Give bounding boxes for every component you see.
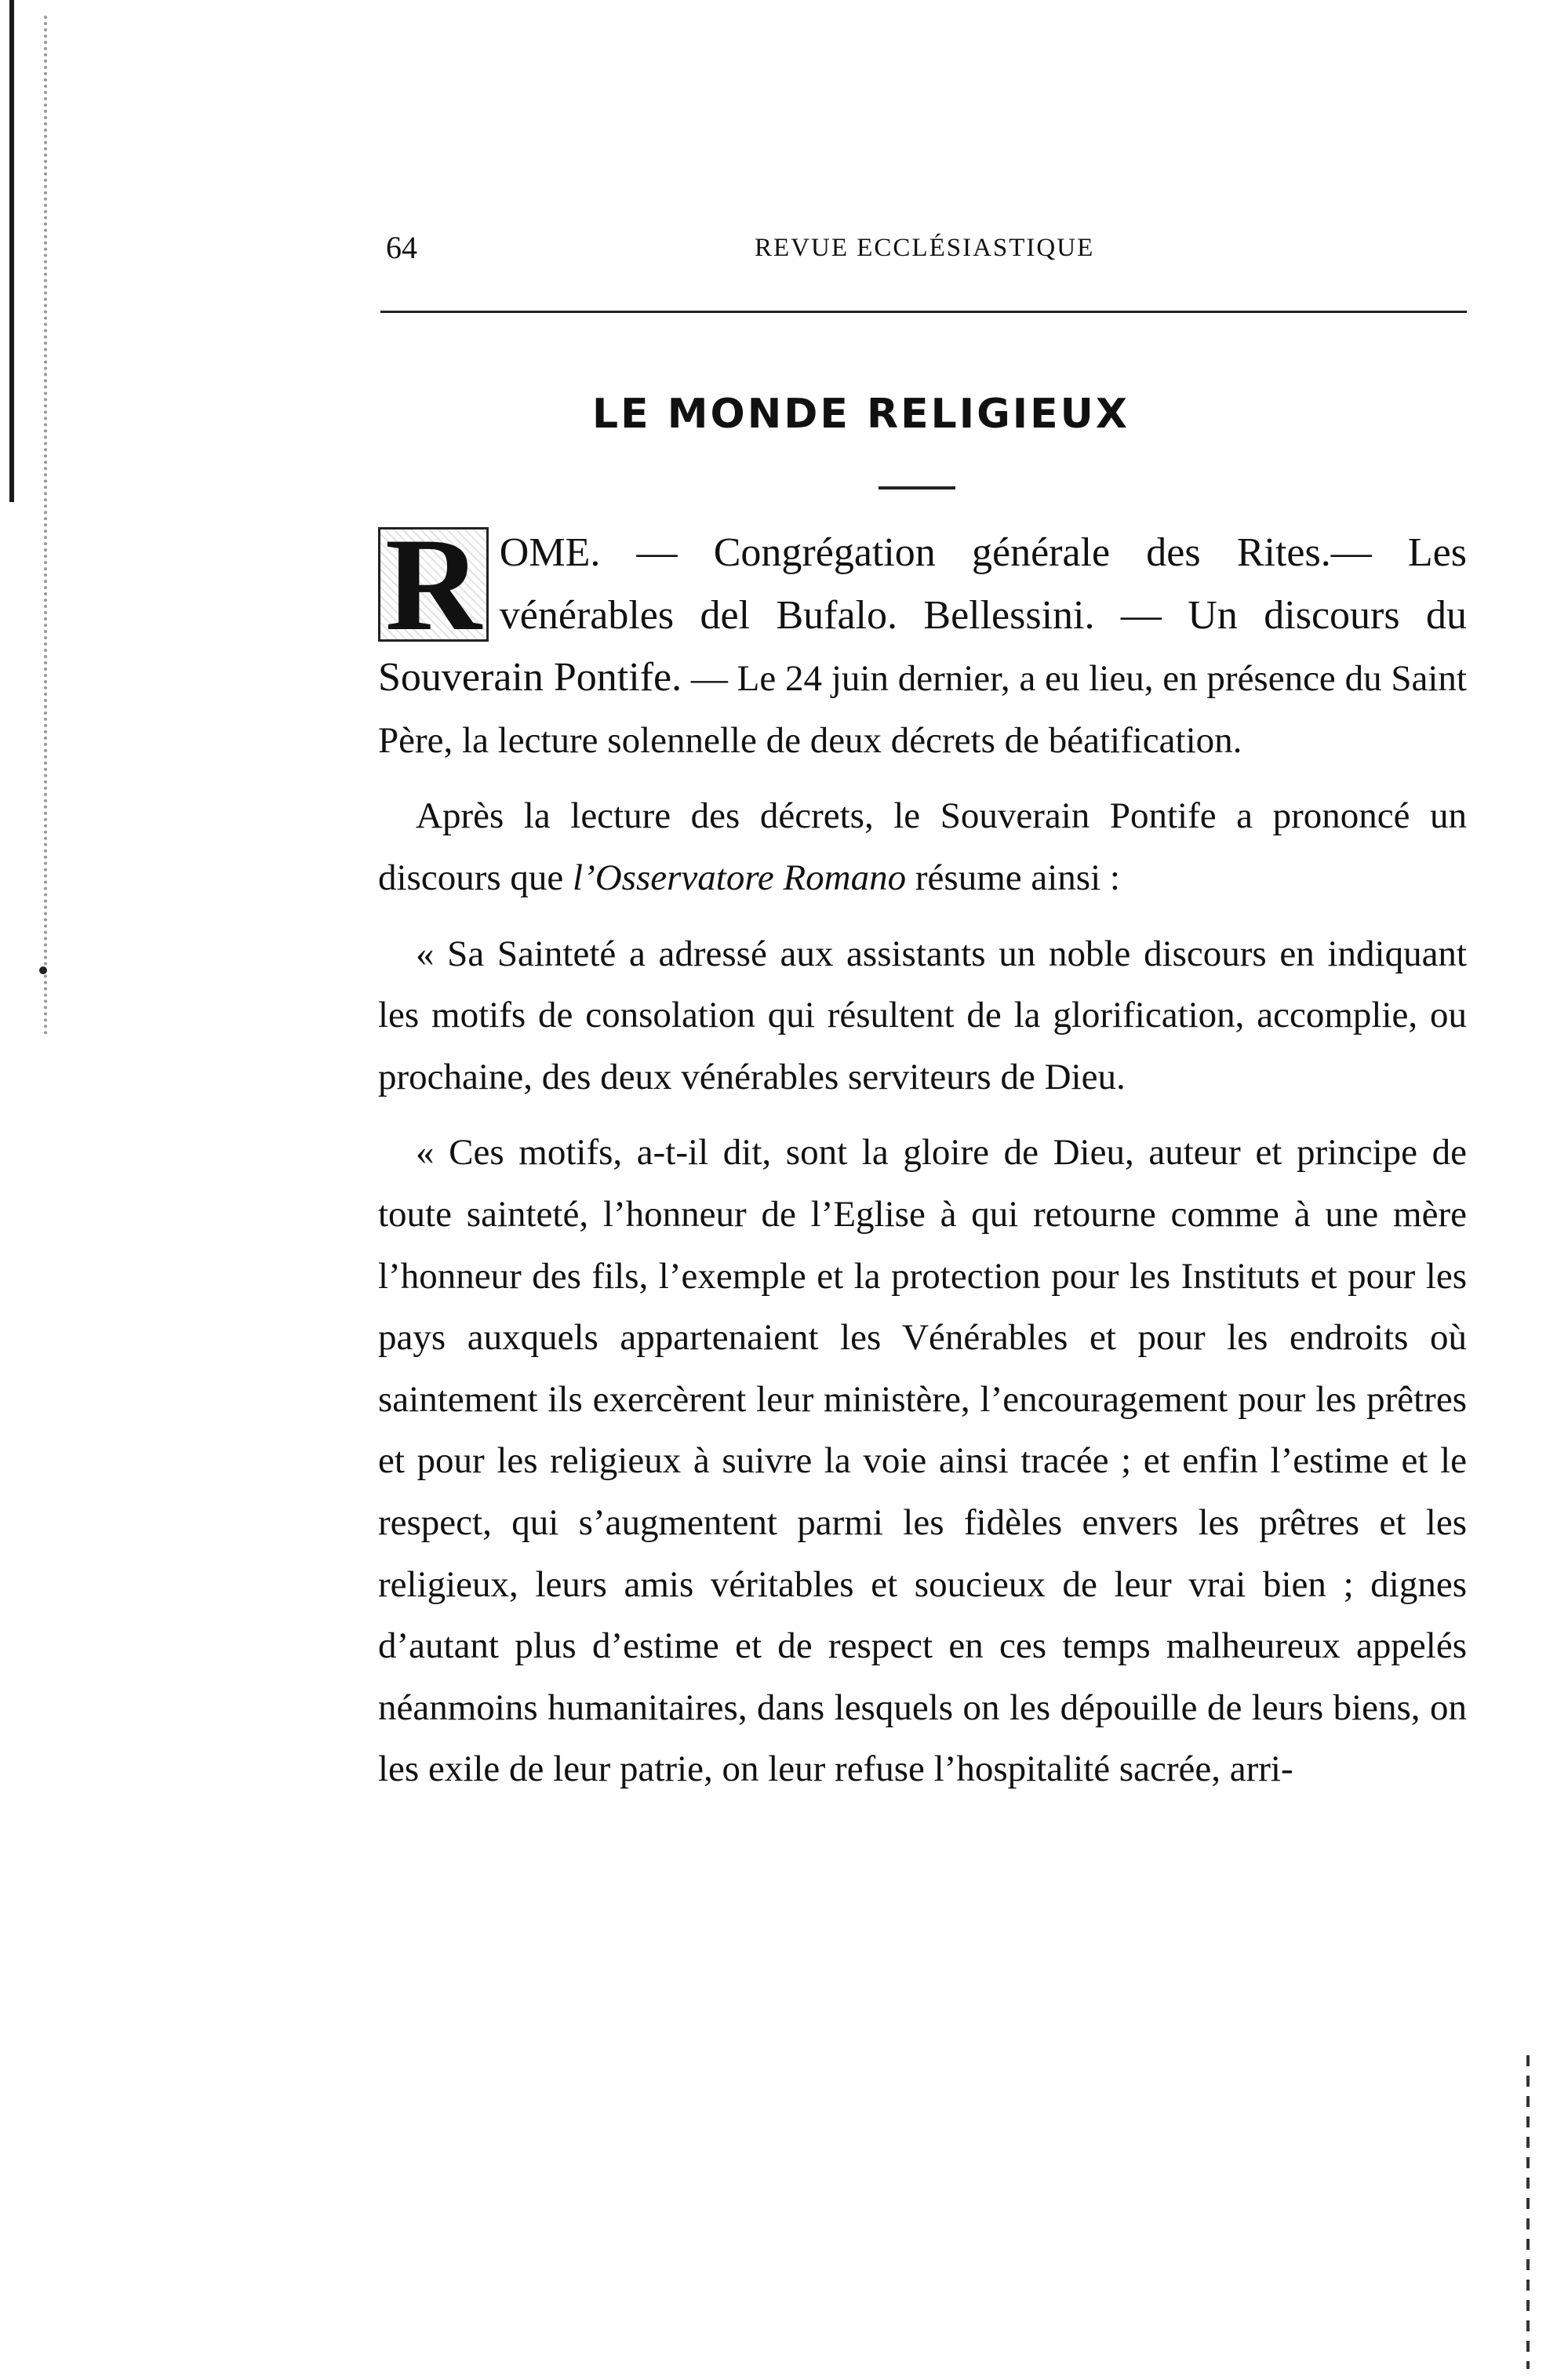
title-rule: [879, 486, 955, 489]
scan-right-edge-trace: [1526, 2055, 1530, 2369]
paragraph-3: « Sa Sainteté a adressé aux assistants un noble discours en indiquant les motifs de consolation qui résultent de la glorification, accomplie, ou prochaine, des deux vénérables serviteurs de Dieu.: [378, 933, 1467, 1097]
scan-edge-specks: [44, 16, 52, 1035]
page-header: [386, 229, 1468, 276]
paragraph-2: [378, 785, 1467, 908]
running-head: REVUE ECCLÉSIASTIQUE: [755, 234, 1095, 262]
journal-title: l’Osservatore Romano: [573, 857, 907, 898]
header-rule: [380, 311, 1467, 313]
dropcap-letter: R: [378, 527, 489, 642]
article-lead: OME. — Congrégation générale des Rites.— Les vénérables del Bufalo. Bellessini. — Un discours du Souverain Pontife.: [378, 530, 1467, 701]
section-title: LE MONDE RELIGIEUX: [592, 391, 1130, 438]
paragraph-2-before: Après la lecture des décrets, le Souverain Pontife a prononcé un discours que: [378, 795, 1467, 898]
paragraph-1: [378, 511, 1467, 771]
paragraph-1-text: — Le 24 juin dernier, a eu lieu, en présence du Saint Père, la lecture solennelle de deux décrets de béatification.: [378, 658, 1467, 761]
article-body: [378, 511, 1467, 1800]
paragraph-4: « Ces motifs, a-t-il dit, sont la gloire de Dieu, auteur et principe de toute sainteté, l’honneur de l’Eglise à qui retourne comme à une mère l’honneur des fils, l’exemple et la protection pour les Instituts et pour les pays auxquels appartenaient les Vénérables et pour les endroits où saintement ils exercèrent leur ministère, l’encouragement pour les prêtres et pour les religieux à suivre la voie ainsi tracée ; et enfin l’estime et le respect, qui s’augmentent parmi les fidèles envers les prêtres et les religieux, leurs amis véritables et soucieux de leur vrai bien ; dignes d’autant plus d’estime et de respect en ces temps malheureux appelés néanmoins humanitaires, dans lesquels on les dépouille de leurs biens, on les exile de leur patrie, on leur refuse l’hospitalité sacrée, arri-: [378, 1132, 1467, 1790]
page-number: 64: [386, 230, 417, 265]
paragraph-2-after: résume ainsi :: [906, 857, 1120, 898]
scan-speck: [39, 966, 47, 974]
